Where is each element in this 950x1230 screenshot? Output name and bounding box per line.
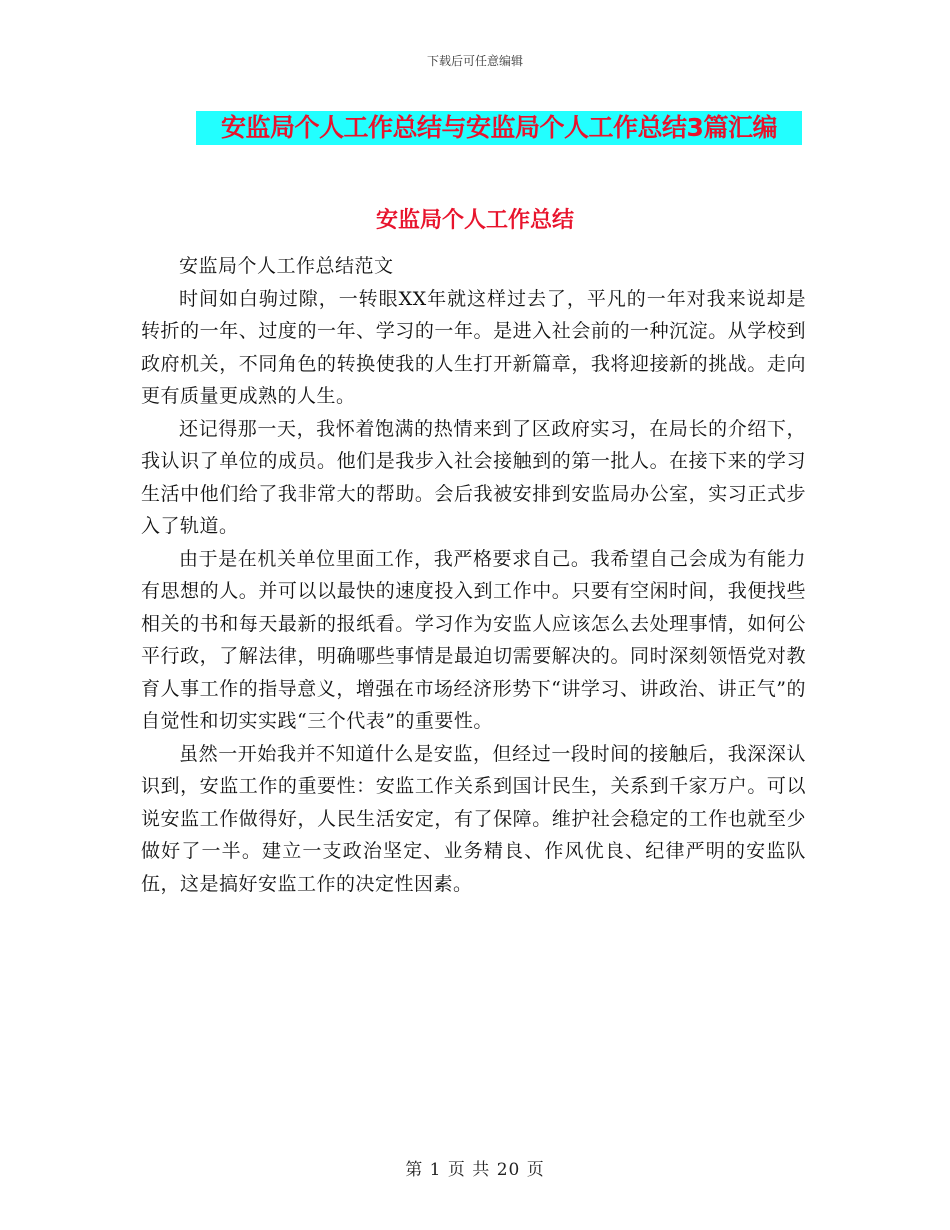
section-title: 安监局个人工作总结 (375, 208, 574, 233)
document-body (141, 250, 806, 900)
page-number: 第 1 页 共 20 页 (405, 1160, 545, 1180)
paragraph: 时间如白驹过隙，一转眼XX年就这样过去了，平凡的一年对我来说却是转折的一年、过度的一年、学习的一年。是进入社会前的一种沉淀。从学校到政府机关，不同角色的转换使我的人生打开新篇章，我将迎接新的挑战。走向更有质量更成熟的人生。 (141, 287, 806, 407)
page-header-note: 下载后可任意编辑 (426, 54, 523, 68)
paragraph: 还记得那一天，我怀着饱满的热情来到了区政府实习，在局长的介绍下，我认识了单位的成员。他们是我步入社会接触到的第一批人。在接下来的学习生活中他们给了我非常大的帮助。会后我被安排到安监局办公室，实习正式步入了轨道。 (141, 417, 806, 537)
paragraph: 由于是在机关单位里面工作，我严格要求自己。我希望自己会成为有能力有思想的人。并可以以最快的速度投入到工作中。只要有空闲时间，我便找些相关的书和每天最新的报纸看。学习作为安监人应该怎么去处理事情，如何公平行政，了解法律，明确哪些事情是最迫切需要解决的。同时深刻领悟党对教育人事工作的指导意义，增强在市场经济形势下“讲学习、讲政治、讲正气”的自觉性和切实实践“三个代表”的重要性。 (141, 547, 806, 732)
main-title-highlight (196, 111, 802, 145)
main-title: 安监局个人工作总结与安监局个人工作总结3篇汇编 (221, 113, 777, 142)
paragraph: 安监局个人工作总结范文 (179, 255, 394, 277)
paragraph: 虽然一开始我并不知道什么是安监，但经过一段时间的接触后，我深深认识到，安监工作的重要性：安监工作关系到国计民生，关系到千家万户。可以说安监工作做得好，人民生活安定，有了保障。维护社会稳定的工作也就至少做好了一半。建立一支政治坚定、业务精良、作风优良、纪律严明的安监队伍，这是搞好安监工作的决定性因素。 (141, 742, 806, 895)
